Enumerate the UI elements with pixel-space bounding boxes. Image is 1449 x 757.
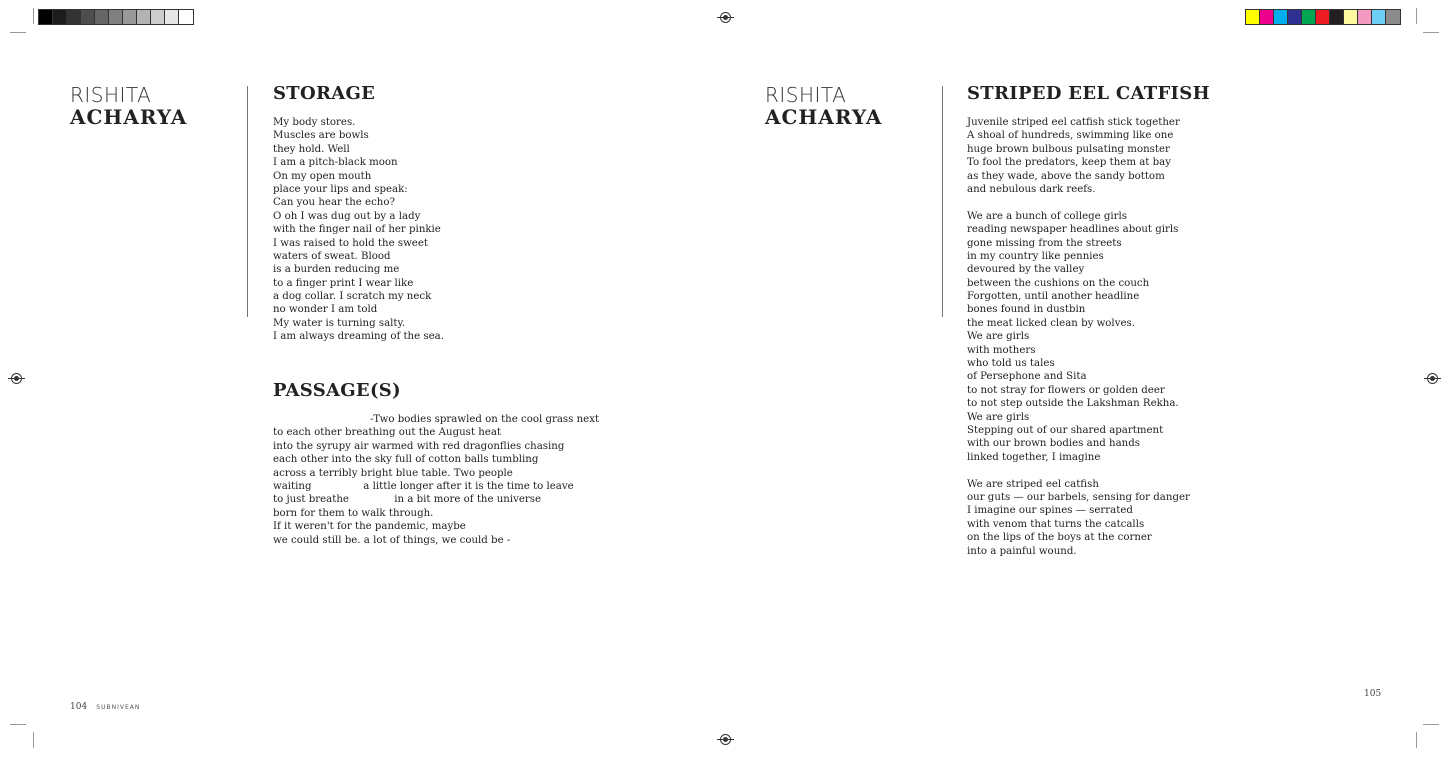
poem-line: A shoal of hundreds, swimming like one bbox=[967, 130, 1174, 142]
poem-body-storage bbox=[273, 116, 444, 344]
poem-line: devoured by the valley bbox=[967, 264, 1085, 276]
gray-swatch bbox=[179, 10, 193, 24]
poem-line: gone missing from the streets bbox=[967, 237, 1122, 249]
author-first-name: RISHITA bbox=[70, 83, 152, 107]
color-swatch bbox=[1288, 10, 1302, 24]
poem-line: between the cushions on the couch bbox=[967, 277, 1150, 289]
crop-mark bbox=[1416, 732, 1417, 748]
color-swatch bbox=[1386, 10, 1400, 24]
grayscale-color-bar bbox=[38, 9, 194, 25]
crop-mark bbox=[1423, 724, 1439, 725]
poem-line: We are girls bbox=[967, 411, 1030, 423]
poem-line: My body stores. bbox=[273, 117, 356, 128]
poem-line: I was raised to hold the sweet bbox=[273, 237, 428, 249]
right-divider-rule bbox=[942, 86, 943, 317]
poem-line: waters of sweat. Blood bbox=[273, 250, 391, 262]
poem-line: we could still be. a lot of things, we could be - bbox=[273, 534, 511, 546]
poem-line: with our brown bodies and hands bbox=[967, 438, 1140, 450]
poem-line: Can you hear the echo? bbox=[273, 197, 395, 209]
poem-line: our guts — our barbels, sensing for danger bbox=[967, 491, 1190, 503]
poem-line: -Two bodies sprawled on the cool grass next bbox=[273, 414, 600, 425]
gray-swatch bbox=[151, 10, 165, 24]
poem-line bbox=[967, 196, 1190, 209]
crop-mark bbox=[1416, 8, 1417, 24]
poem-line: If it weren't for the pandemic, maybe bbox=[273, 521, 466, 533]
color-swatch bbox=[1246, 10, 1260, 24]
left-author-name bbox=[70, 84, 187, 128]
registration-mark-bottom bbox=[720, 734, 731, 745]
poem-line: a dog collar. I scratch my neck bbox=[273, 291, 432, 303]
author-last-name: ACHARYA bbox=[70, 105, 188, 129]
crop-mark bbox=[1423, 32, 1439, 33]
poem-line: each other into the sky full of cotton balls tumbling bbox=[273, 454, 539, 466]
poem-line: I am always dreaming of the sea. bbox=[273, 331, 444, 343]
gray-swatch bbox=[67, 10, 81, 24]
crop-mark bbox=[10, 724, 26, 725]
poem-line: no wonder I am told bbox=[273, 304, 378, 316]
magazine-name: SUBNIVEAN bbox=[96, 704, 141, 711]
author-last-name: ACHARYA bbox=[765, 105, 883, 129]
poem-line: to just breathe in a bit more of the universe bbox=[273, 494, 542, 506]
poem-line: I imagine our spines — serrated bbox=[967, 505, 1133, 517]
poem-line: reading newspaper headlines about girls bbox=[967, 224, 1179, 236]
poem-line: O oh I was dug out by a lady bbox=[273, 210, 421, 222]
poem-line bbox=[967, 464, 1190, 477]
poem-line: We are a bunch of college girls bbox=[967, 210, 1128, 222]
gray-swatch bbox=[137, 10, 151, 24]
poem-line: to each other breathing out the August heat bbox=[273, 427, 501, 439]
gray-swatch bbox=[95, 10, 109, 24]
gray-swatch bbox=[165, 10, 179, 24]
color-swatch bbox=[1302, 10, 1316, 24]
poem-line: into the syrupy air warmed with red dragonflies chasing bbox=[273, 440, 565, 452]
gray-swatch bbox=[123, 10, 137, 24]
crop-mark bbox=[33, 8, 34, 24]
poem-line: My water is turning salty. bbox=[273, 317, 406, 329]
gray-swatch bbox=[53, 10, 67, 24]
poem-body-passages bbox=[273, 413, 599, 547]
poem-line: the meat licked clean by wolves. bbox=[967, 317, 1135, 329]
poem-line: and nebulous dark reefs. bbox=[967, 183, 1096, 195]
gray-swatch bbox=[39, 10, 53, 24]
poem-line: to not step outside the Lakshman Rekha. bbox=[967, 398, 1179, 410]
page-number-left: 104 bbox=[70, 702, 88, 712]
poem-line: in my country like pennies bbox=[967, 250, 1104, 262]
page-number-right: 105 bbox=[1364, 689, 1382, 699]
poem-line: with the finger nail of her pinkie bbox=[273, 224, 441, 236]
left-footer bbox=[70, 694, 140, 713]
poem-line: they hold. Well bbox=[273, 143, 350, 155]
poem-line: with venom that turns the catcalls bbox=[967, 518, 1145, 530]
registration-mark-right bbox=[1427, 373, 1438, 384]
poem-line: with mothers bbox=[967, 344, 1036, 356]
poem-line: of Persephone and Sita bbox=[967, 371, 1087, 383]
color-swatch bbox=[1330, 10, 1344, 24]
poem-line: huge brown bulbous pulsating monster bbox=[967, 143, 1170, 155]
registration-mark-top bbox=[720, 12, 731, 23]
poem-line: Forgotten, until another headline bbox=[967, 291, 1140, 303]
color-swatch bbox=[1260, 10, 1274, 24]
cmyk-color-bar bbox=[1245, 9, 1401, 25]
poem-title-passages: PASSAGE(S) bbox=[273, 380, 401, 401]
color-swatch bbox=[1372, 10, 1386, 24]
poem-line: who told us tales bbox=[967, 358, 1055, 370]
poem-line: linked together, I imagine bbox=[967, 451, 1101, 463]
poem-line: I am a pitch-black moon bbox=[273, 157, 398, 169]
poem-line: to not stray for flowers or golden deer bbox=[967, 384, 1165, 396]
poem-line: into a painful wound. bbox=[967, 545, 1077, 557]
poem-line: as they wade, above the sandy bottom bbox=[967, 170, 1165, 182]
poem-line: Muscles are bowls bbox=[273, 130, 369, 142]
poem-line: born for them to walk through. bbox=[273, 507, 434, 519]
color-swatch bbox=[1274, 10, 1288, 24]
poem-line: across a terribly bright blue table. Two people bbox=[273, 467, 513, 479]
poem-line: is a burden reducing me bbox=[273, 264, 400, 276]
poem-line: to a finger print I wear like bbox=[273, 277, 414, 289]
crop-mark bbox=[33, 732, 34, 748]
poem-line: We are striped eel catfish bbox=[967, 478, 1099, 490]
poem-line: bones found in dustbin bbox=[967, 304, 1086, 316]
poem-body-striped-eel-catfish bbox=[967, 116, 1190, 558]
poem-line: place your lips and speak: bbox=[273, 183, 408, 195]
author-first-name: RISHITA bbox=[765, 83, 847, 107]
gray-swatch bbox=[81, 10, 95, 24]
color-swatch bbox=[1358, 10, 1372, 24]
poem-line: on the lips of the boys at the corner bbox=[967, 532, 1152, 544]
poem-line: Stepping out of our shared apartment bbox=[967, 424, 1164, 436]
poem-line: We are girls bbox=[967, 331, 1030, 343]
color-swatch bbox=[1316, 10, 1330, 24]
right-author-name bbox=[765, 84, 882, 128]
left-divider-rule bbox=[247, 86, 248, 317]
poem-line: On my open mouth bbox=[273, 170, 372, 182]
poem-line: waiting a little longer after it is the time to leave bbox=[273, 480, 574, 492]
poem-line: To fool the predators, keep them at bay bbox=[967, 157, 1171, 169]
registration-mark-left bbox=[11, 373, 22, 384]
gray-swatch bbox=[109, 10, 123, 24]
poem-line: Juvenile striped eel catfish stick together bbox=[967, 117, 1180, 128]
color-swatch bbox=[1344, 10, 1358, 24]
crop-mark bbox=[10, 32, 26, 33]
poem-title-striped-eel-catfish: STRIPED EEL CATFISH bbox=[967, 83, 1210, 104]
poem-title-storage: STORAGE bbox=[273, 83, 376, 104]
